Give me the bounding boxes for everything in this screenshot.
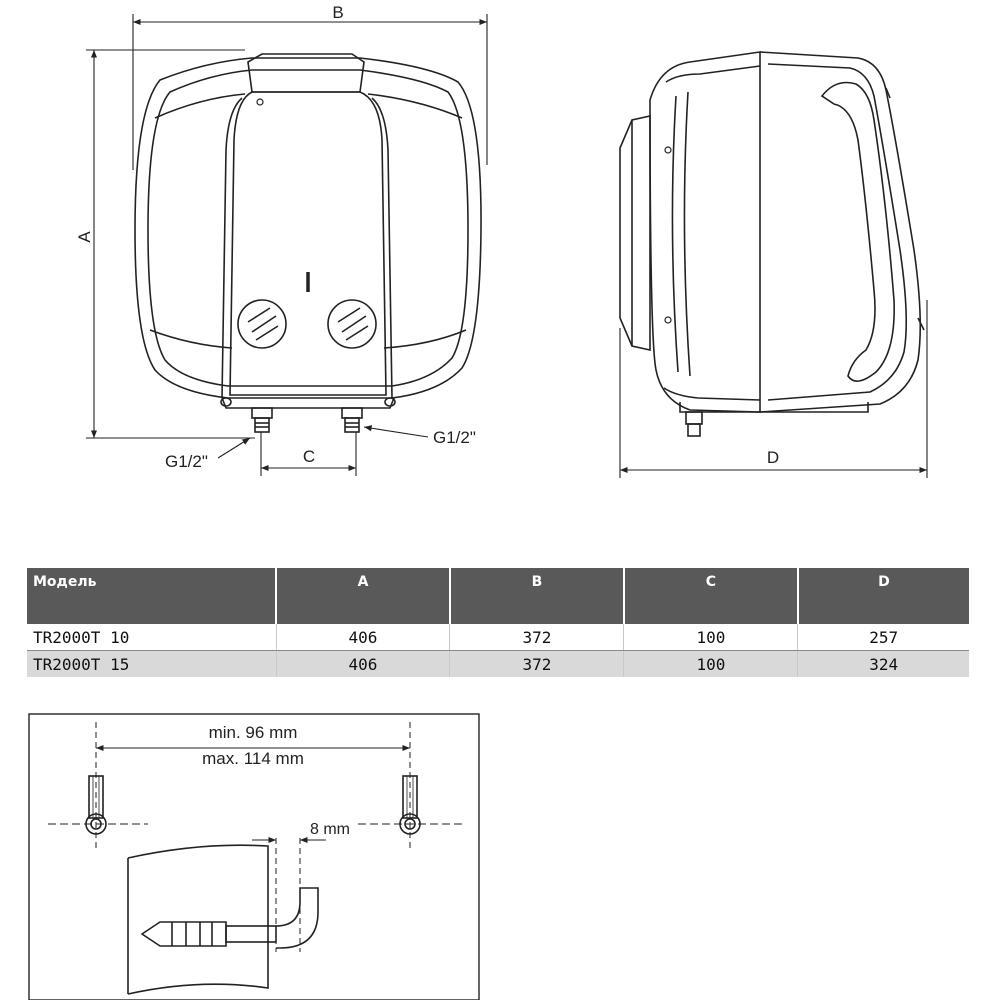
heater-body-outline [135,58,481,398]
front-view [135,54,481,432]
header-a: A [276,568,450,624]
table-row [27,651,969,678]
table-header-row [27,568,969,624]
value-d-cell: 257 [798,624,969,651]
side-view [620,52,924,436]
left-knob [238,300,286,348]
wall-section [128,845,268,994]
value-b-cell: 372 [450,624,624,651]
value-c-cell: 100 [624,624,798,651]
table-row [27,624,969,651]
dim-c-label: C [302,447,316,466]
value-c-cell: 100 [624,651,798,678]
right-knob [328,300,376,348]
side-body-outline [650,52,760,412]
header-b: B [450,568,624,624]
model-cell: TR2000T 10 [27,624,276,651]
specifications-table [27,568,969,677]
hook-gap-label: 8 mm [310,821,350,838]
left-fitting-label: G1/2" [165,452,208,471]
value-b-cell: 372 [450,651,624,678]
dim-a-label: A [75,231,94,243]
value-d-cell: 324 [798,651,969,678]
header-model: Модель [27,568,276,624]
left-pipe-fitting [252,408,272,432]
value-a-cell: 406 [276,624,450,651]
dim-d-label: D [766,448,780,467]
side-pipe-fitting [686,412,702,436]
header-c: C [624,568,798,624]
right-pipe-fitting [342,408,362,432]
front-panel [230,92,386,395]
side-handle [822,83,894,382]
model-cell: TR2000T 15 [27,651,276,678]
right-fitting-label: G1/2" [433,428,476,447]
max-spacing-label: max. 114 mm [202,749,304,768]
wall-anchor-hook [142,888,318,948]
header-d: D [798,568,969,624]
wall-bracket [620,116,650,350]
top-cap [248,54,364,92]
dim-b-label: B [332,3,344,22]
min-spacing-label: min. 96 mm [208,723,298,742]
value-a-cell: 406 [276,651,450,678]
